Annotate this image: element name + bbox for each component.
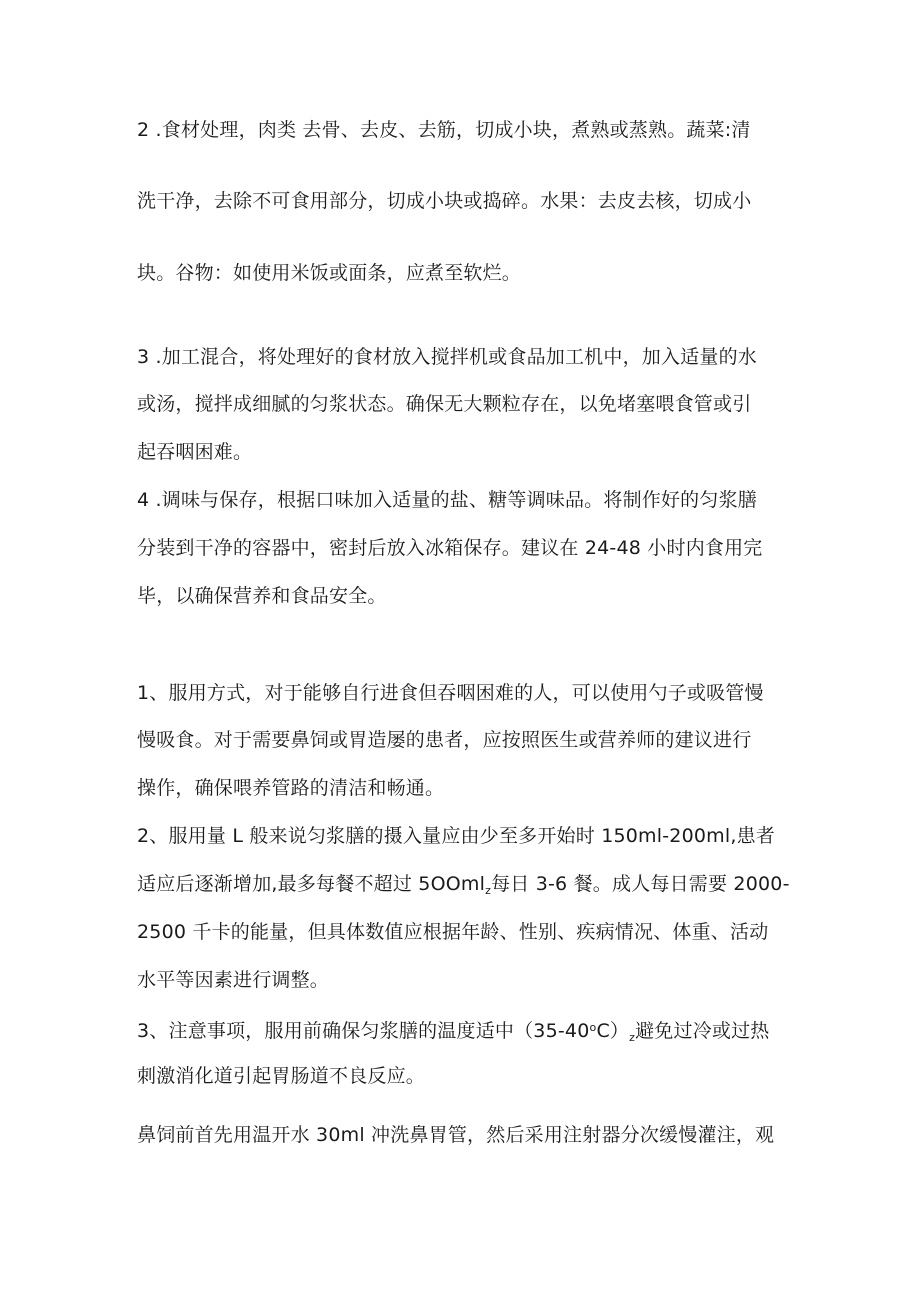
paragraph-line: 水平等因素进行调整。 [137,969,330,991]
paragraph-line: 操作，确保喂养管路的清洁和畅通。 [137,777,445,799]
line-text: 适应后逐渐增加,最多每餐不超过 5OOml [137,873,486,895]
subscript-mark: z [485,884,492,897]
degree-mark: o [589,1021,597,1034]
line-text: C） [596,1020,630,1042]
subscript-mark: z [629,1031,636,1044]
paragraph-line: 3 .加工混合，将处理好的食材放入搅拌机或食品加工机中，加入适量的水 [137,346,757,368]
paragraph-line: 4 .调味与保存，根据口味加入适量的盐、糖等调味品。将制作好的匀浆膳 [137,489,757,511]
paragraph-line: 块。谷物：如使用米饭或面条，应煮至软烂。 [137,262,522,284]
paragraph-line: 2 .食材处理，肉类 去骨、去皮、去筋，切成小块，煮熟或蒸熟。蔬菜:清 [137,119,751,141]
paragraph-line: 毕，以确保营养和食品安全。 [137,585,387,607]
paragraph-line: 1、服用方式，对于能够自行进食但吞咽困难的人，可以使用勺子或吸管慢 [137,682,764,704]
paragraph-line: 或汤，搅拌成细腻的匀浆状态。确保无大颗粒存在，以免堵塞喂食管或引 [137,393,752,415]
paragraph-line: 洗干净，去除不可食用部分，切成小块或捣碎。水果：去皮去核，切成小 [137,190,752,212]
paragraph-line: 分装到干净的容器中，密封后放入冰箱保存。建议在 24-48 小时内食用完 [137,537,763,559]
paragraph-line: 起吞咽困难。 [137,441,253,463]
paragraph-line: 2500 千卡的能量，但具体数值应根据年龄、性别、疾病情况、体重、活动 [137,921,769,943]
paragraph-line: 刺激消化道引起胃肠道不良反应。 [137,1065,426,1087]
line-text: 3、注意事项，服用前确保匀浆膳的温度适中（35-40 [137,1020,590,1042]
paragraph-line: 2、服用量 L 般来说匀浆膳的摄入量应由少至多开始时 150ml-200ml,患者 [137,825,775,847]
line-text: 每日 3-6 餐。成人每日需要 2000- [491,873,790,895]
paragraph-line: 慢吸食。对于需要鼻饲或胃造屡的患者，应按照医生或营养师的建议进行 [137,729,752,751]
paragraph-line [137,1016,797,1050]
paragraph-line [137,872,797,903]
paragraph-line: 鼻饲前首先用温开水 30ml 冲洗鼻胃管，然后采用注射器分次缓慢灌注，观 [137,1124,775,1146]
line-text: 避免过冷或过热 [635,1020,770,1042]
